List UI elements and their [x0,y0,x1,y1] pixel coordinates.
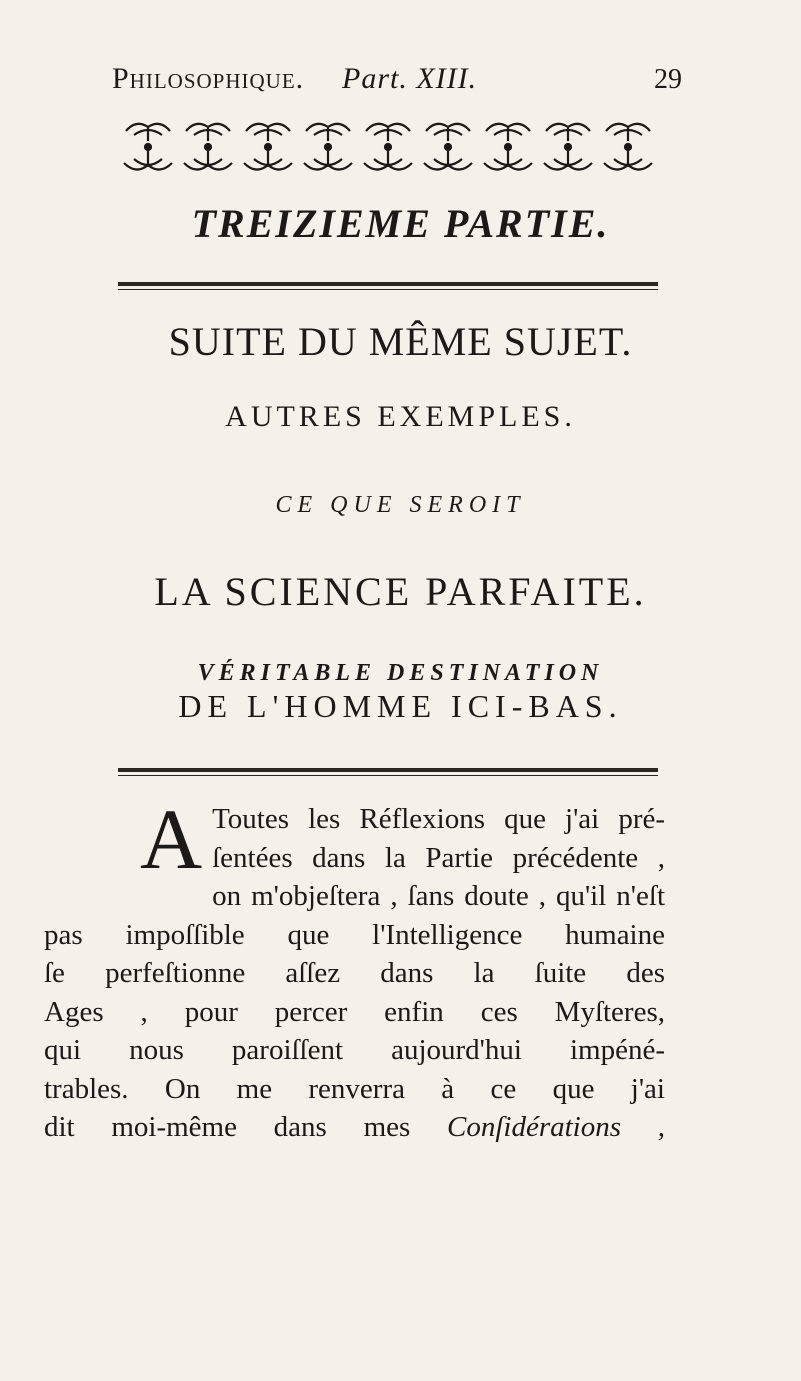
fleuron-dot [265,144,271,150]
body-paragraph [44,791,666,1147]
ornamental-rule [118,282,658,290]
fleuron-ornament [118,117,658,177]
text-line: ſentées dans la Partie précédente , [212,841,665,874]
subtitle-line-2: AUTRES EXEMPLES. [225,400,576,433]
text-line: trables. On me renverra à ce que j'ai [44,1072,665,1105]
fleuron-dot [565,144,571,150]
fleuron-dot [505,144,511,150]
fleuron-dot [625,144,631,150]
text-line: Toutes les Réflexions que j'ai pré- [212,803,665,835]
text-line: qui nous paroiſſent aujourd'hui impéné- [44,1034,665,1066]
part-title: TREIZIEME PARTIE. [191,201,610,246]
fleuron-top [366,124,410,141]
fleuron-dot [445,144,451,150]
running-head-title: Philosophique. [112,62,305,95]
fleuron-bottom [184,151,232,170]
text-line: ſe perfeſtionne aſſez dans la ſuite des [44,957,665,989]
fleuron-top [186,124,230,141]
fleuron-dot [385,144,391,150]
running-head-part: Part. XIII. [342,62,478,95]
subtitle-line-5: VÉRITABLE DESTINATION [197,660,604,686]
fleuron-bottom [364,151,412,170]
subtitle-line-4: LA SCIENCE PARFAITE. [154,569,647,614]
fleuron-top [126,124,170,141]
fleuron-bottom [424,151,472,170]
fleuron-dot [145,144,151,150]
fleuron-bottom [604,151,652,170]
drop-cap: A [140,791,203,887]
text-line: pas impoſſible que l'Intelligence humaine [44,918,665,951]
fleuron-top [486,124,530,141]
fleuron-bottom [544,151,592,170]
fleuron-top [246,124,290,141]
subtitle-line-3: CE QUE SEROIT [275,492,526,518]
text-line-start: dit moi-même dans mes [44,1111,411,1143]
text-line: on m'objeſtera , ſans doute , qu'il n'eſt [212,880,665,912]
page-number: 29 [654,64,682,95]
fleuron-bottom [484,151,532,170]
subtitle-line-1: SUITE DU MÊME SUJET. [168,319,633,364]
running-head [112,62,682,102]
fleuron-dot [325,144,331,150]
text-line-emphasis: Conſidérations , [447,1111,666,1143]
subtitle-line-6: DE L'HOMME ICI-BAS. [178,688,623,724]
fleuron-bottom [124,151,172,170]
fleuron-top [546,124,590,141]
fleuron-bottom [244,151,292,170]
fleuron-top [426,124,470,141]
text-line [44,1108,665,1147]
text-line: Ages , pour percer enfin ces Myſteres, [44,995,665,1028]
ornamental-rule [118,768,658,776]
fleuron-top [306,124,350,141]
fleuron-dot [205,144,211,150]
fleuron-top [606,124,650,141]
fleuron-bottom [304,151,352,170]
